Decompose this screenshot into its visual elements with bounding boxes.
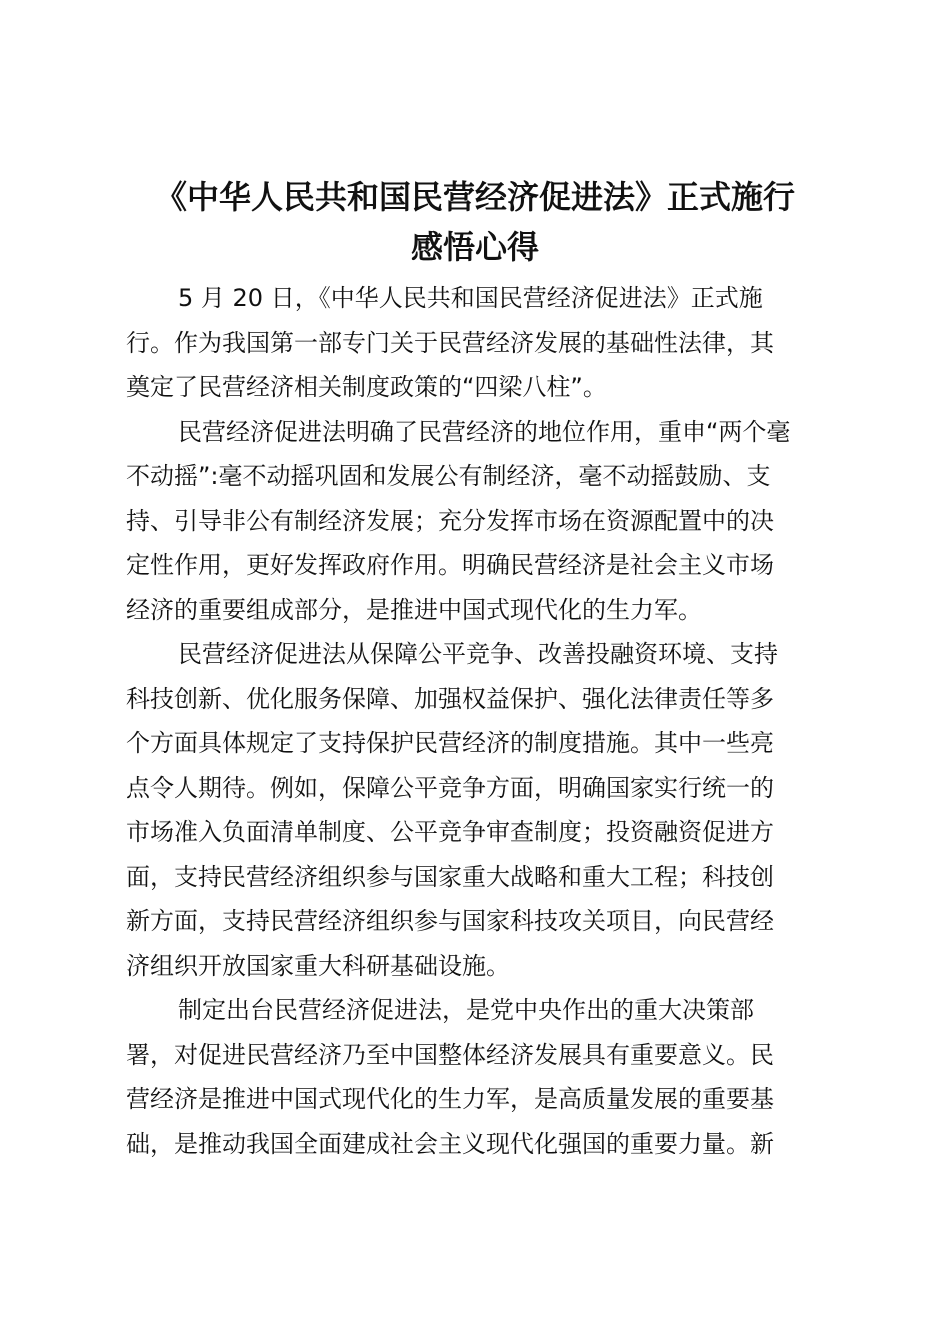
paragraph-line: 持、引导非公有制经济发展；充分发挥市场在资源配置中的决 — [126, 506, 774, 535]
paragraph-line: 新方面，支持民营经济组织参与国家科技攻关项目，向民营经 — [126, 907, 774, 935]
paragraph-line: 制定出台民营经济促进法，是党中央作出的重大决策部 — [178, 996, 754, 1024]
paragraph-line: 署，对促进民营经济乃至中国整体经济发展具有重要意义。民 — [126, 1040, 774, 1069]
paragraph-3 — [126, 632, 826, 988]
paragraph-line: 定性作用，更好发挥政府作用。明确民营经济是社会主义市场 — [126, 551, 774, 579]
paragraph-line: 市场准入负面清单制度、公平竞争审查制度；投资融资促进方 — [126, 818, 774, 846]
document-body — [126, 276, 826, 1166]
document-title-line-1: 《中华人民共和国民营经济促进法》正式施行 — [154, 178, 795, 216]
paragraph-line: 行。作为我国第一部专门关于民营经济发展的基础性法律，其 — [126, 328, 774, 357]
paragraph-line: 营经济是推进中国式现代化的生力军，是高质量发展的重要基 — [126, 1085, 774, 1113]
paragraph-line: 奠定了民营经济相关制度政策的“四梁八柱”。 — [126, 373, 607, 401]
paragraph-line: 科技创新、优化服务保障、加强权益保护、强化法律责任等多 — [126, 684, 774, 713]
document-title-line-2: 感悟心得 — [410, 228, 539, 266]
paragraph-2 — [126, 410, 826, 633]
paragraph-line: 经济的重要组成部分，是推进中国式现代化的生力军。 — [126, 595, 702, 624]
paragraph-line: 不动摇”:毫不动摇巩固和发展公有制经济，毫不动摇鼓励、支 — [126, 462, 771, 490]
paragraph-line: 民营经济促进法从保障公平竞争、改善投融资环境、支持 — [178, 640, 778, 668]
paragraph-line: 5 月 20 日，《中华人民共和国民营经济促进法》正式施 — [178, 284, 763, 312]
paragraph-line: 础，是推动我国全面建成社会主义现代化强国的重要力量。新 — [126, 1129, 774, 1158]
paragraph-4 — [126, 988, 826, 1166]
paragraph-line: 点令人期待。例如，保障公平竞争方面，明确国家实行统一的 — [126, 773, 774, 802]
paragraph-1 — [126, 276, 826, 410]
paragraph-line: 民营经济促进法明确了民营经济的地位作用，重申“两个毫 — [178, 417, 791, 446]
paragraph-line: 个方面具体规定了支持保护民营经济的制度措施。其中一些亮 — [126, 729, 774, 757]
paragraph-line: 面，支持民营经济组织参与国家重大战略和重大工程；科技创 — [126, 862, 774, 891]
paragraph-line: 济组织开放国家重大科研基础设施。 — [126, 951, 510, 980]
